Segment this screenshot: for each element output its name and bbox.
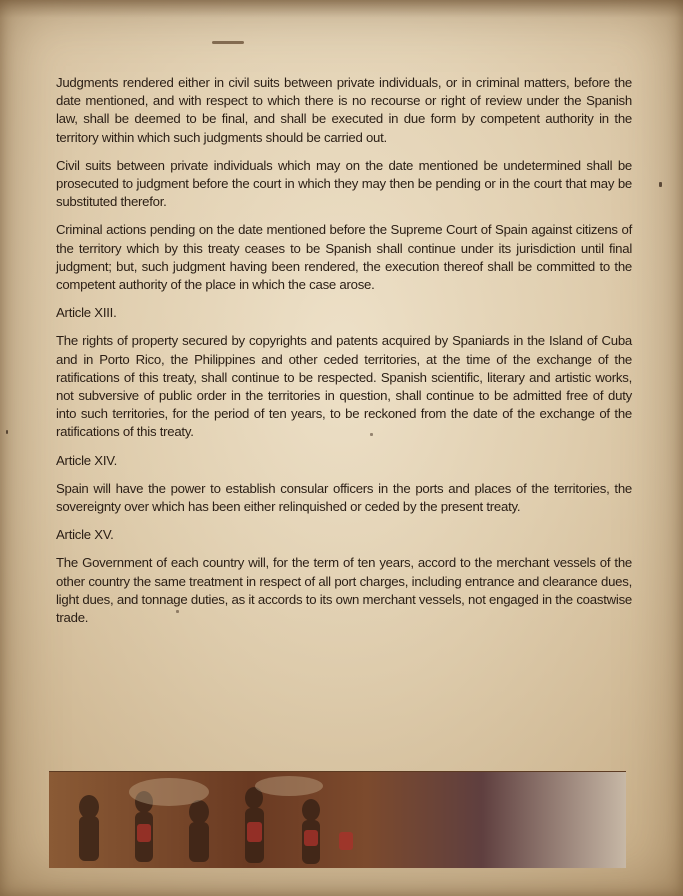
torn-top-edge	[0, 0, 683, 18]
ink-speck	[6, 430, 8, 434]
ink-mark	[212, 41, 244, 44]
paragraph-consular-officers: Spain will have the power to establish consular officers in the ports and places of the territories, the sovereignty over which has been either relinquished or ceded by the present treaty.	[56, 480, 632, 515]
paragraph-property-rights: The rights of property secured by copyrights and patents acquired by Spaniards in the Island of Cuba and in Porto Rico, the Philippines and other ceded territories, at the time of the exchange of the ratifications of this treaty, shall continue to be respected. Spanish scientific, literary and artistic works, not subversive of public order in the territories in question, shall continue to be admitted free of duty into such territories, for the period of ten years, to be reckoned from the date of the exchange of the ratifications of this treaty.	[56, 333, 632, 440]
paragraph-civil-suits: Civil suits between private individuals which may on the date mentioned be undetermined shall be prosecuted to judgment before the court in which they may then be pending or in the court that may be substituted therefor.	[56, 157, 632, 210]
treaty-text	[56, 74, 632, 637]
paragraph-judgments: Judgments rendered either in civil suits between private individuals, or in criminal matters, before the date mentioned, and with respect to which there is no recourse or right of review under the Spanish law, shall be deemed to be final, and shall be executed in due form by competent authority in the territory within which such judgments should be carried out.	[56, 75, 632, 145]
ink-speck	[659, 182, 662, 187]
paragraph-merchant-vessels: The Government of each country will, for the term of ten years, accord to the merchant vessels of the other country the same treatment in respect of all port charges, including entrance and clearance dues, light dues, and tonnage duties, as it accords to its own merchant vessels, not engaged in the coastwise trade.	[56, 555, 632, 626]
article-xiii-heading: Article XIII.	[56, 305, 117, 321]
american-flag	[299, 772, 626, 868]
article-xiv-heading: Article XIV.	[56, 452, 118, 468]
paragraph-criminal-actions: Criminal actions pending on the date mentioned before the Supreme Court of Spain against citizens of the territory which by this treaty ceases to be Spanish shall continue under its jurisdiction until final judgment; but, such judgment having been rendered, the execution thereof shall be committed to the competent authority of the place in which the case arose.	[56, 222, 632, 293]
article-xv-heading: Article XV.	[56, 527, 114, 543]
historical-banner-image	[49, 771, 626, 868]
